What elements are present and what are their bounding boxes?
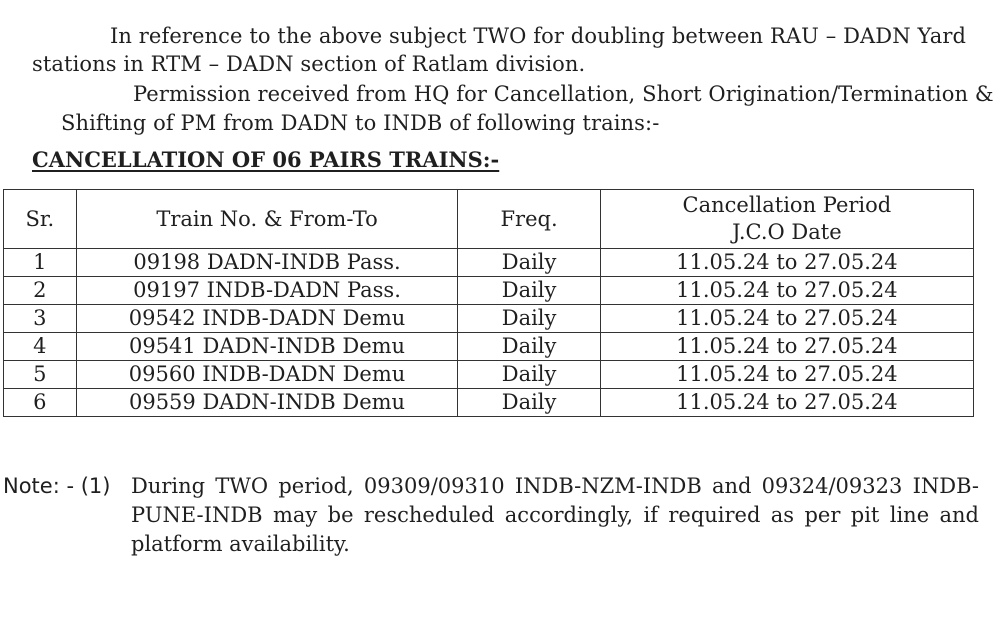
note-text: During TWO period, 09309/09310 INDB-NZM-INDB and 09324/09323 INDB-PUNE-INDB may be rescheduled accordingly, if required as per pit line and platform availability. (131, 474, 979, 556)
cell-freq: Daily (458, 249, 600, 277)
header-period (600, 190, 973, 249)
header-train: Train No. & From-To (76, 190, 458, 249)
table-row (4, 361, 974, 389)
cancellation-table (3, 189, 974, 417)
intro-para1-line2: stations in RTM – DADN section of Ratlam division. (32, 52, 586, 76)
cell-period: 11.05.24 to 27.05.24 (600, 249, 973, 277)
table-row (4, 277, 974, 305)
cell-freq: Daily (458, 333, 600, 361)
cell-freq: Daily (458, 305, 600, 333)
cell-period: 11.05.24 to 27.05.24 (600, 361, 973, 389)
cell-train: 09560 INDB-DADN Demu (76, 361, 458, 389)
cell-train: 09197 INDB-DADN Pass. (76, 277, 458, 305)
cell-sr: 4 (4, 333, 77, 361)
table-header-row (4, 190, 974, 249)
cell-train: 09198 DADN-INDB Pass. (76, 249, 458, 277)
cell-sr: 3 (4, 305, 77, 333)
intro-para2-line2: Shifting of PM from DADN to INDB of following trains:- (61, 111, 660, 135)
cell-train: 09542 INDB-DADN Demu (76, 305, 458, 333)
cell-period: 11.05.24 to 27.05.24 (600, 305, 973, 333)
cell-period: 11.05.24 to 27.05.24 (600, 389, 973, 417)
cell-sr: 2 (4, 277, 77, 305)
cell-train: 09541 DADN-INDB Demu (76, 333, 458, 361)
cell-freq: Daily (458, 277, 600, 305)
table-row (4, 305, 974, 333)
section-heading: CANCELLATION OF 06 PAIRS TRAINS:- (32, 147, 500, 172)
cell-period: 11.05.24 to 27.05.24 (600, 277, 973, 305)
cell-train: 09559 DADN-INDB Demu (76, 389, 458, 417)
cell-sr: 5 (4, 361, 77, 389)
cell-sr: 1 (4, 249, 77, 277)
table-row (4, 249, 974, 277)
cell-freq: Daily (458, 389, 600, 417)
header-sr: Sr. (4, 190, 77, 249)
cell-freq: Daily (458, 361, 600, 389)
note-label: Note: - (1) (3, 474, 111, 498)
table-row (4, 333, 974, 361)
header-period-line1: Cancellation Period (682, 193, 892, 217)
cell-sr: 6 (4, 389, 77, 417)
header-period-line2: J.C.O Date (732, 220, 842, 244)
header-freq: Freq. (458, 190, 600, 249)
cell-period: 11.05.24 to 27.05.24 (600, 333, 973, 361)
intro-para1-line1: In reference to the above subject TWO for doubling between RAU – DADN Yard (110, 24, 967, 48)
intro-para2-line1: Permission received from HQ for Cancellation, Short Origination/Termination & (133, 82, 994, 106)
table-row (4, 389, 974, 417)
